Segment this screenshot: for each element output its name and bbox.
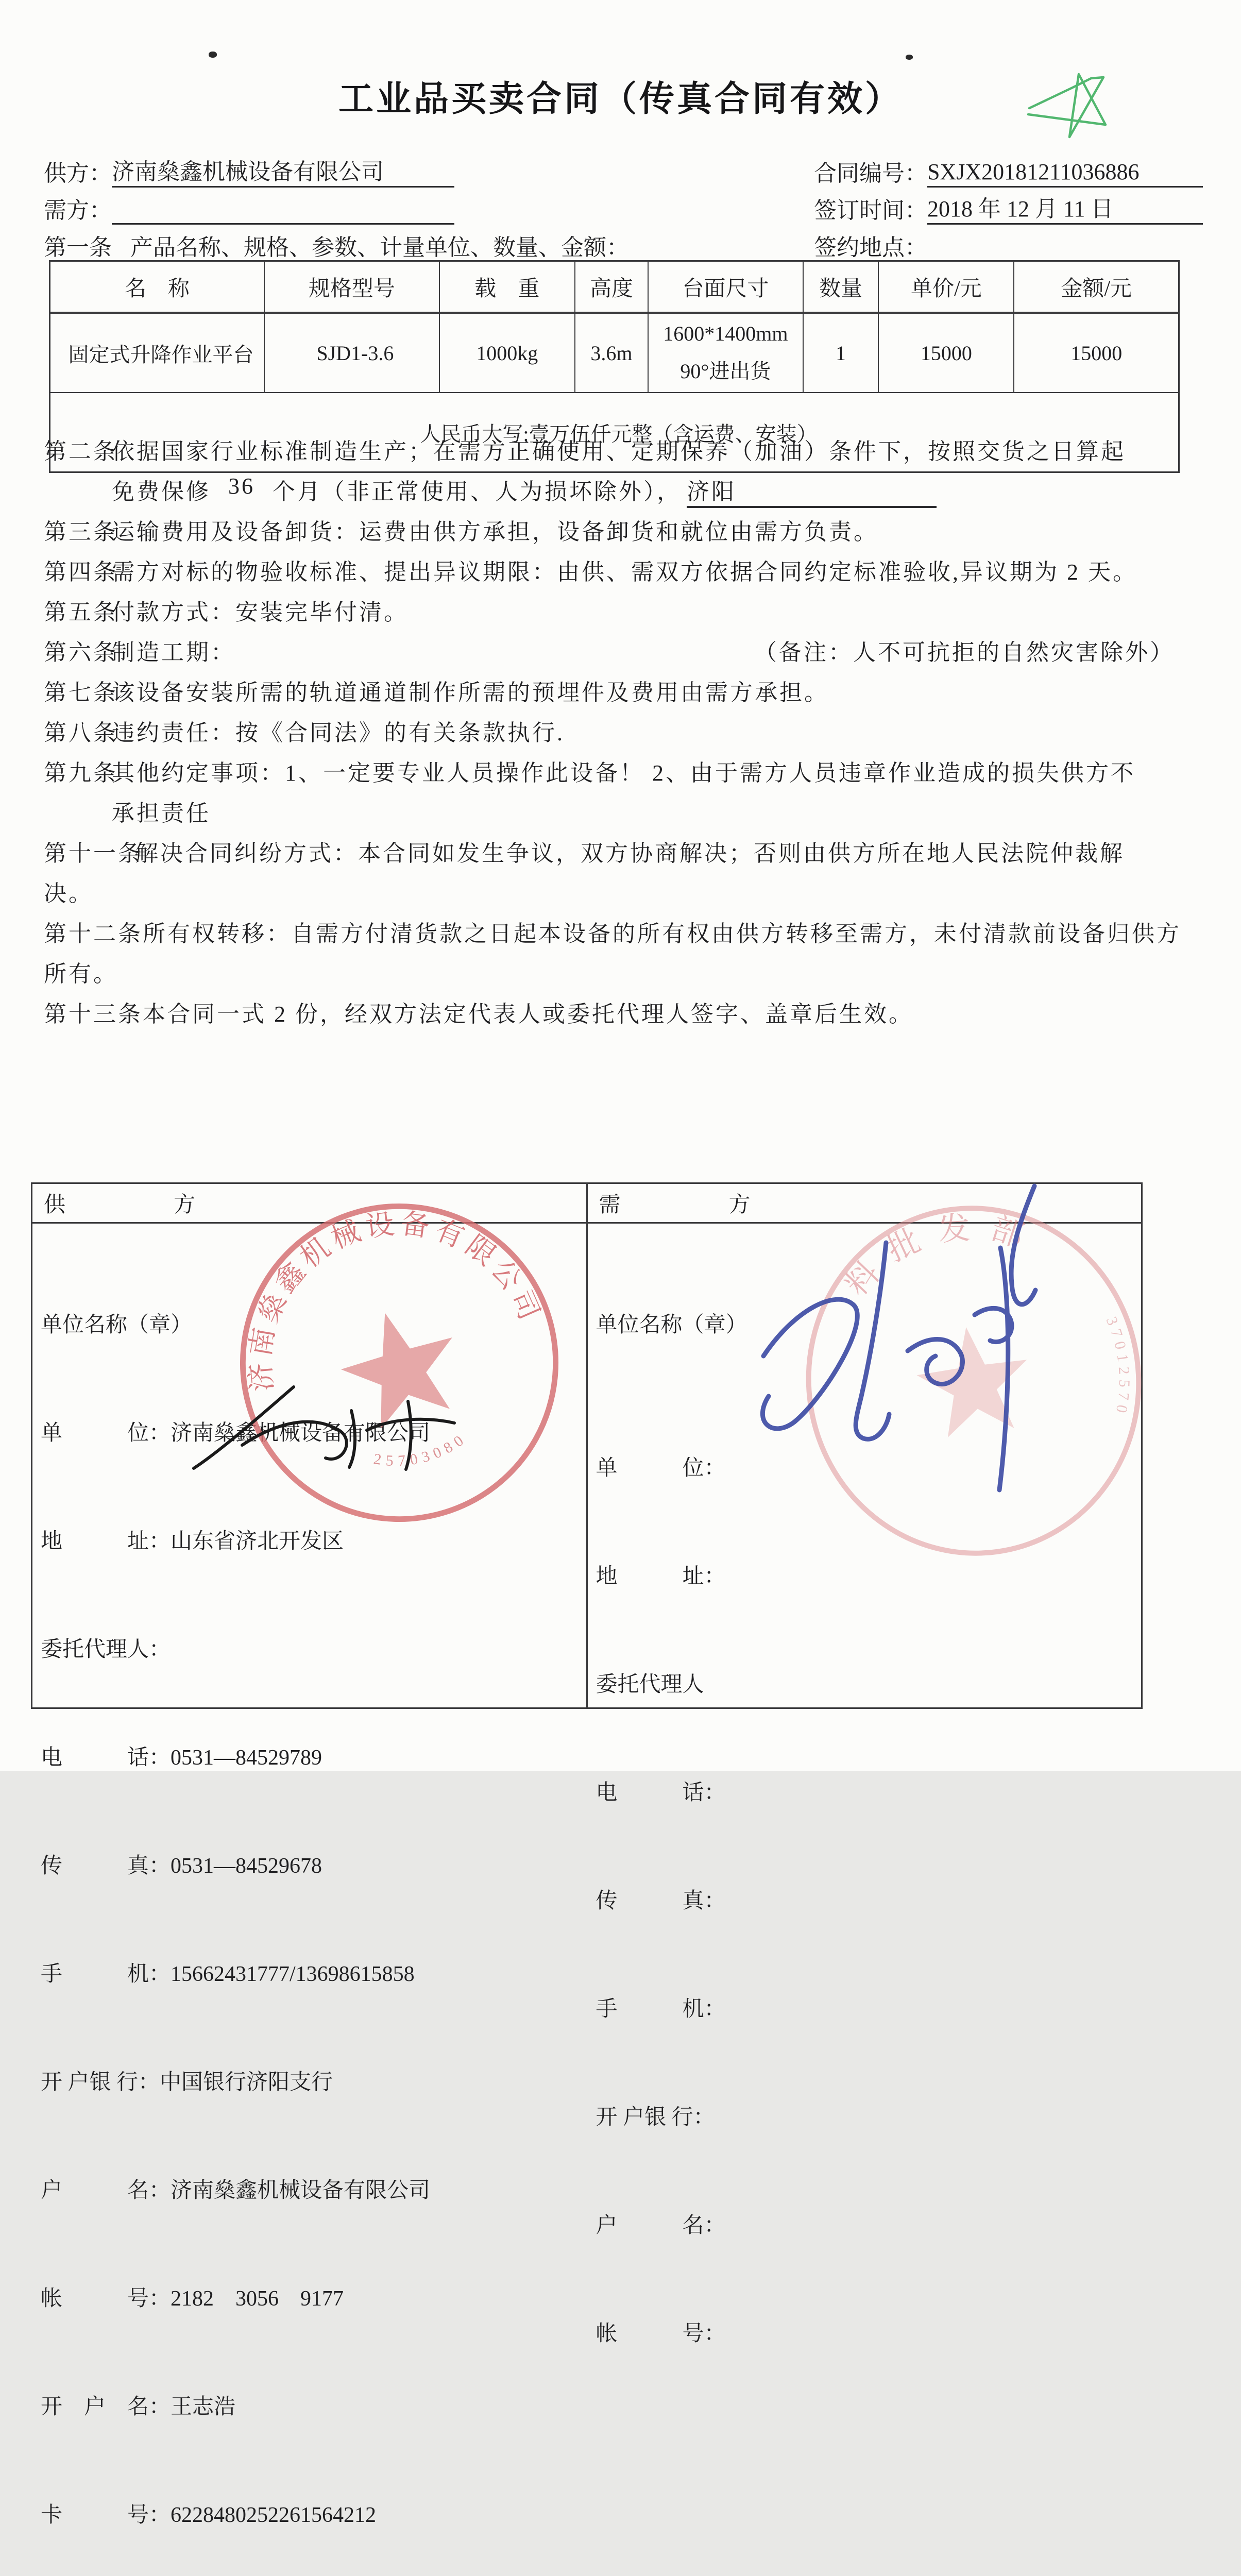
cell-product-name: 固定式升降作业平台	[50, 313, 264, 393]
cell-size-line1: 1600*1400mm	[663, 322, 788, 345]
warranty-suffix: 个月（非正常使用、人为损坏除外），	[273, 479, 682, 504]
clause-3-label: 第三条	[44, 519, 118, 545]
product-table-header-row	[50, 261, 1179, 313]
clause-5-text: 付款方式：安装完毕付清。	[112, 600, 409, 625]
buyer-stamp-serial: 37012570	[1102, 1314, 1133, 1419]
sign-date-label: 签订时间：	[814, 198, 927, 223]
col-header-model: 规格型号	[264, 261, 439, 313]
contract-clauses	[44, 433, 1205, 1036]
clause-9-text-cont: 承担责任	[112, 801, 211, 826]
col-header-height: 高度	[575, 261, 648, 313]
clause-6	[44, 634, 1205, 674]
clause-2-text: 依据国家行业标准制造生产；在需方正确使用、定期保养（加油）条件下，按照交货之日算起	[112, 439, 1126, 464]
buyer-phone: 电 话：	[596, 1781, 726, 1805]
supplier-bank: 开 户银 行：中国银行济阳支行	[41, 2071, 333, 2094]
supplier-account-name: 户 名：济南燊鑫机械设备有限公司	[41, 2179, 431, 2202]
buyer-bank: 开 户银 行：	[596, 2106, 715, 2129]
sign-date-line	[814, 192, 1203, 225]
clause-5	[44, 594, 1205, 634]
buyer-agent: 委托代理人	[596, 1673, 704, 1697]
cell-size-line2: 90°进出货	[680, 360, 771, 383]
supplier-value: 济南燊鑫机械设备有限公司	[112, 158, 454, 188]
clause-2-line2	[44, 473, 1205, 513]
clause-13	[44, 995, 1205, 1036]
amount-in-words: 人民币大写:壹万伍仟元整（含运费、安装）	[50, 393, 1179, 472]
clause-11-line2	[44, 875, 1205, 915]
cell-product-model: SJD1-3.6	[264, 313, 439, 393]
contract-no-line	[814, 155, 1203, 188]
cell-unit-price: 15000	[878, 313, 1014, 393]
contract-no-value: SXJX20181211036886	[927, 158, 1203, 188]
clause-9-line2	[44, 794, 1205, 835]
col-header-load: 载 重	[439, 261, 575, 313]
scan-speck	[209, 52, 217, 58]
col-header-amount: 金额/元	[1014, 261, 1179, 313]
supplier-column-header: 供 方	[32, 1184, 586, 1224]
supplier-seal-title: 单位名称（章）	[41, 1313, 193, 1337]
product-table-data-row	[50, 313, 1179, 393]
buyer-unit: 单 位：	[596, 1456, 726, 1480]
clause-8-label: 第八条	[44, 720, 118, 745]
clause-9-label: 第九条	[44, 760, 118, 786]
sign-date-value: 2018 年 12 月 11 日	[927, 195, 1203, 225]
clause-9-line1	[44, 754, 1205, 794]
supplier-label: 供方：	[44, 161, 112, 186]
col-header-size: 台面尺寸	[648, 261, 803, 313]
clause-4	[44, 553, 1205, 594]
clause-12-line1	[44, 915, 1205, 955]
col-header-name: 名 称	[50, 261, 264, 313]
clause-7	[44, 674, 1205, 714]
clause-13-text: 第十三条本合同一式 2 份，经双方法定代表人或委托代理人签字、盖章后生效。	[44, 1002, 913, 1027]
supplier-line	[44, 155, 454, 188]
buyer-signature	[732, 1180, 1066, 1504]
supplier-phone: 电 话：0531—84529789	[41, 1746, 322, 1770]
supplier-card-no: 卡 号：6228480252261564212	[41, 2503, 377, 2527]
supplier-stamp-rim-text: 济南燊鑫机械设备有限公司	[244, 1207, 547, 1393]
page-title: 工业品买卖合同（传真合同有效）	[338, 79, 903, 118]
supplier-unit: 单 位：济南燊鑫机械设备有限公司	[41, 1421, 431, 1445]
buyer-column-header: 需 方	[588, 1184, 1142, 1224]
clause-11-label: 第十一条	[44, 841, 143, 866]
clause-6-label: 第六条	[44, 640, 118, 665]
clause-2-line1	[44, 433, 1205, 473]
clause-8-text: 违约责任：按《合同法》的有关条款执行.	[112, 720, 565, 745]
cell-product-height: 3.6m	[575, 313, 648, 393]
supplier-stamp-serial: 25703080	[372, 1429, 471, 1470]
cell-product-size	[648, 313, 803, 393]
clause-6-note: （备注：人不可抗拒的自然灾害除外）	[754, 640, 1175, 665]
supplier-address: 地 址：山东省济北开发区	[41, 1530, 344, 1553]
buyer-address: 地 址：	[596, 1565, 726, 1588]
supplier-card-holder: 开 户 名：王志浩	[41, 2395, 236, 2419]
clause-5-label: 第五条	[44, 600, 118, 625]
clause-7-label: 第七条	[44, 680, 118, 705]
clause-9-text: 其他约定事项：1、一定要专业人员操作此设备！ 2、由于需方人员违章作业造成的损失供方不	[112, 760, 1135, 786]
header-row-2	[44, 188, 1203, 225]
warranty-prefix: 免费保修	[112, 479, 211, 504]
buyer-label: 需方：	[44, 198, 112, 223]
buyer-account-no: 帐 号：	[596, 2322, 726, 2346]
supplier-agent-signature	[185, 1381, 474, 1479]
clause-12-text: 第十二条所有权转移：自需方付清货款之日起本设备的所有权由供方转移至需方，未付清款前设备归供方	[44, 921, 1181, 946]
green-star-doodle	[1025, 67, 1120, 144]
warranty-place: 济阳	[687, 473, 937, 508]
warranty-months: 36	[228, 473, 255, 499]
buyer-mobile: 手 机：	[596, 1997, 726, 2021]
clause-1-text: 产品名称、规格、参数、计量单位、数量、金额：	[130, 235, 629, 260]
buyer-seal-title: 单位名称（章）	[596, 1313, 747, 1337]
col-header-qty: 数量	[803, 261, 879, 313]
supplier-round-stamp	[222, 1185, 577, 1540]
buyer-line	[44, 192, 454, 225]
clause-12-line2	[44, 955, 1205, 995]
buyer-fax: 传 真：	[596, 1889, 726, 1913]
supplier-account-no: 帐 号：2182 3056 9177	[41, 2287, 344, 2311]
clause-11-line1	[44, 835, 1205, 875]
sign-place-line	[814, 229, 1203, 262]
clause-1	[44, 229, 629, 262]
clause-8	[44, 714, 1205, 754]
clause-4-label: 第四条	[44, 560, 118, 585]
supplier-mobile: 手 机：15662431777/13698615858	[41, 1962, 415, 1986]
buyer-value	[112, 223, 454, 225]
supplier-agent: 委托代理人：	[41, 1638, 171, 1662]
clause-6-text: 制造工期：	[112, 640, 235, 665]
buyer-stamp-rim-text: 料批发部	[839, 1209, 1045, 1303]
clause-7-text: 该设备安装所需的轨道通道制作所需的预埋件及费用由需方承担。	[112, 680, 829, 705]
cell-product-load: 1000kg	[439, 313, 575, 393]
buyer-account-name: 户 名：	[596, 2214, 726, 2238]
clause-1-label: 第一条	[44, 235, 112, 260]
cell-product-qty: 1	[803, 313, 879, 393]
scan-speck	[906, 55, 913, 60]
contract-header	[44, 150, 1203, 262]
supplier-fax: 传 真：0531—84529678	[41, 1854, 322, 1878]
clause-12-text-cont: 所有。	[44, 961, 118, 987]
sign-place-label: 签约地点：	[814, 235, 927, 260]
clause-4-text: 需方对标的物验收标准、提出异议期限：由供、需双方依据合同约定标准验收,异议期为 2 天。	[112, 560, 1137, 585]
clause-11-text: 解决合同纠纷方式：本合同如发生争议，双方协商解决；否则由供方所在地人民法院仲裁解	[135, 841, 1125, 866]
col-header-unit-price: 单价/元	[878, 261, 1014, 313]
clause-11-text-cont: 决。	[44, 881, 93, 906]
clause-3-text: 运输费用及设备卸货：运费由供方承担，设备卸货和就位由需方负责。	[112, 519, 878, 545]
clause-3	[44, 513, 1205, 553]
contract-no-label: 合同编号：	[814, 161, 927, 186]
cell-amount: 15000	[1014, 313, 1179, 393]
header-row-1	[44, 150, 1203, 188]
header-row-3	[44, 225, 1203, 262]
clause-2-label: 第二条	[44, 439, 118, 464]
